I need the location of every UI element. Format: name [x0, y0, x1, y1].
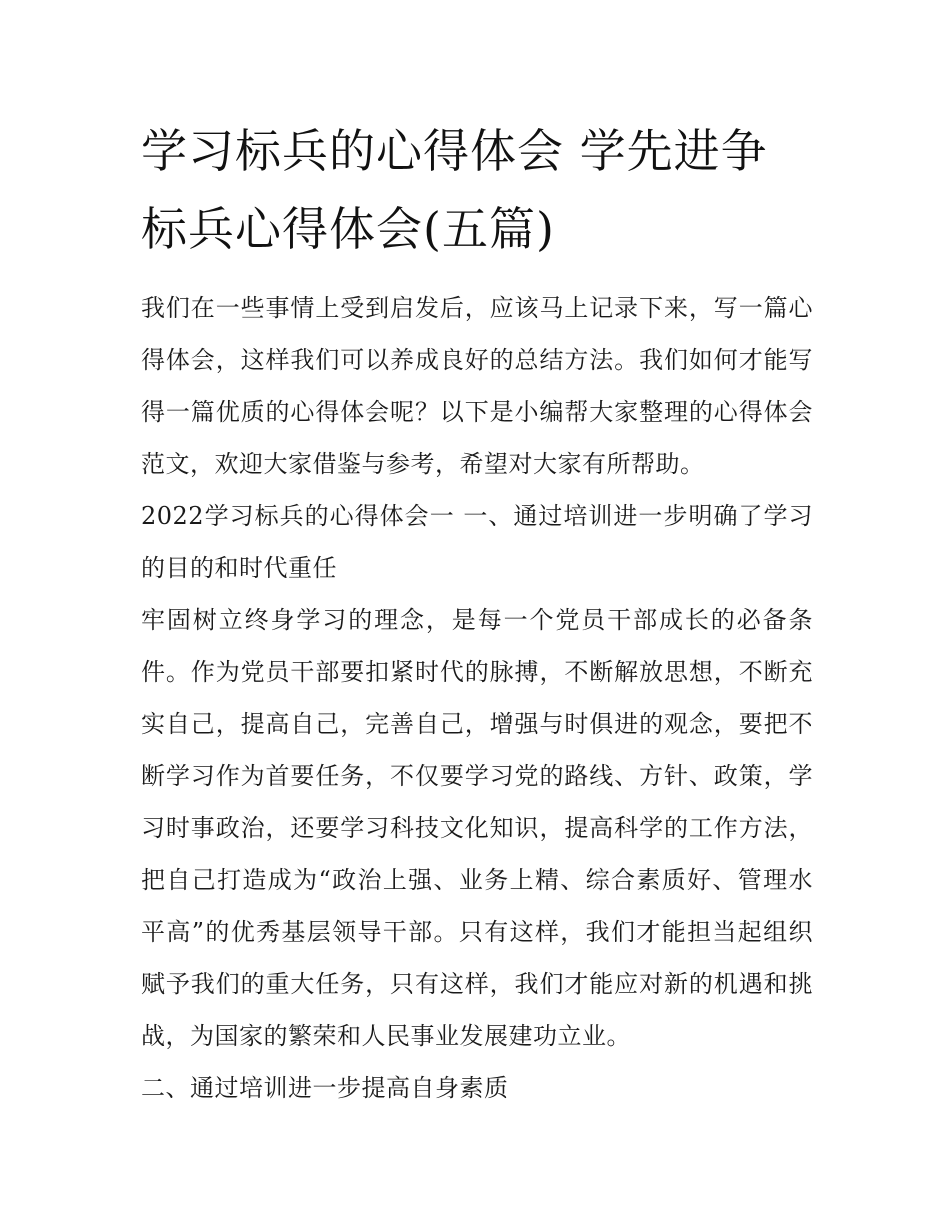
section-heading-1: 2022学习标兵的心得体会一 一、通过培训进一步明确了学习的目的和时代重任 — [141, 502, 813, 582]
document-page — [141, 112, 813, 1114]
section-heading-2: 二、通过培训进一步提高自身素质 — [141, 1074, 509, 1102]
body-paragraph: 牢固树立终身学习的理念，是每一个党员干部成长的必备条件。作为党员干部要扣紧时代的脉搏，不断解放思想，不断充实自己，提高自己，完善自己，增强与时俱进的观念，要把不断学习作为首要任务，不仅要学习党的路线、方针、政策，学习时事政治，还要学习科技文化知识，提高科学的工作方法，把自己打造成为“政治上强、业务上精、综合素质好、管理水平高”的优秀基层领导干部。只有这样，我们才能担当起组织赋予我们的重大任务，只有这样，我们才能应对新的机遇和挑战，为国家的繁荣和人民事业发展建功立业。 — [141, 606, 813, 1050]
document-title: 学习标兵的心得体会 学先进争标兵心得体会(五篇) — [141, 124, 768, 256]
intro-paragraph: 我们在一些事情上受到启发后，应该马上记录下来，写一篇心得体会，这样我们可以养成良好的总结方法。我们如何才能写得一篇优质的心得体会呢？以下是小编帮大家整理的心得体会范文，欢迎大家借鉴与参考，希望对大家有所帮助。 — [141, 294, 813, 478]
